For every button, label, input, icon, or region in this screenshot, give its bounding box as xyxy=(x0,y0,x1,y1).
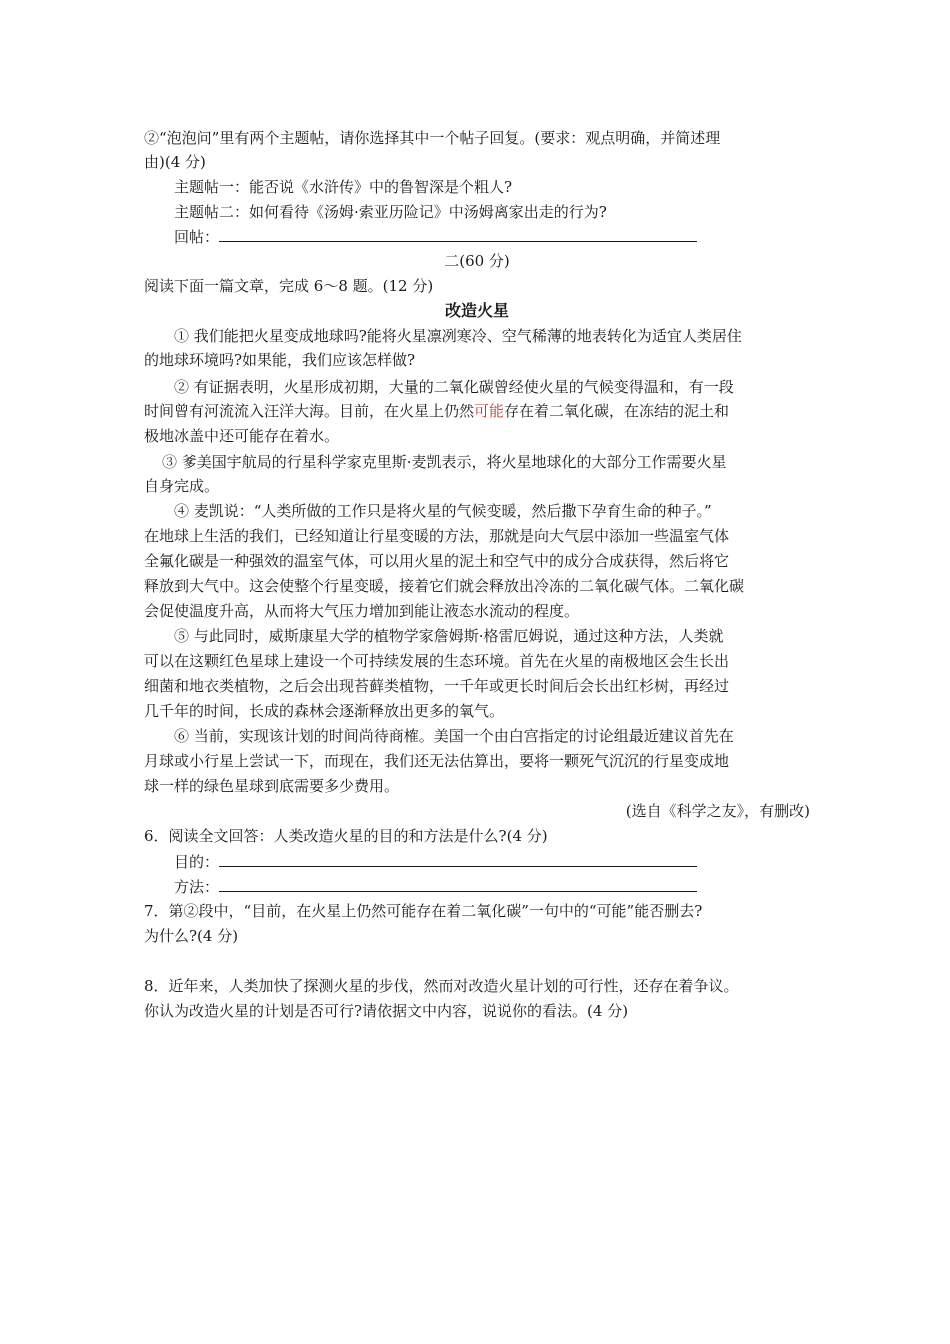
question-6: 6．阅读全文回答：人类改造火星的目的和方法是什么?(4 分) xyxy=(144,827,548,845)
topic-post-2: 主题帖二：如何看待《汤姆·索亚历险记》中汤姆离家出走的行为? xyxy=(174,203,607,221)
paragraph-2-text-a: 时间曾有河流流入汪洋大海。目前，在火星上仍然 xyxy=(144,402,475,420)
paragraph-5-line-4: 几千年的时间，长成的森林会逐渐释放出更多的氧气。 xyxy=(144,702,505,720)
paragraph-4-line-2: 在地球上生活的我们，已经知道让行星变暖的方法，那就是向大气层中添加一些温室气体 xyxy=(144,527,730,545)
question-8-line-1: 8．近年来，人类加快了探测火星的步伐，然而对改造火星计划的可行性，还存在着争议。 xyxy=(144,977,739,995)
paragraph-1-line-2: 的地球环境吗?如果能，我们应该怎样做? xyxy=(144,351,416,369)
q6-goal-label: 目的： xyxy=(174,853,220,871)
paragraph-6-line-1: ⑥ 当前，实现该计划的时间尚待商榷。美国一个由白宫指定的讨论组最近建议首先在 xyxy=(174,727,734,745)
paragraph-6-line-2: 月球或小行星上尝试一下，而现在，我们还无法估算出，要将一颗死气沉沉的行星变成地 xyxy=(144,752,730,770)
article-title: 改造火星 xyxy=(444,301,509,320)
highlighted-word: 可能 xyxy=(474,402,505,420)
paragraph-4-line-5: 会促使温度升高，从而将大气压力增加到能让液态水流动的程度。 xyxy=(144,602,580,620)
article-source: (选自《科学之友》，有删改) xyxy=(625,802,810,820)
q5-line-2: 由)(4 分) xyxy=(144,153,206,171)
paragraph-2-line-2 xyxy=(144,401,729,421)
question-7-line-1: 7．第②段中，“目前，在火星上仍然可能存在着二氧化碳”一句中的“可能”能否删去? xyxy=(144,902,703,920)
topic-post-1: 主题帖一：能否说《水浒传》中的鲁智深是个粗人? xyxy=(174,178,513,196)
paragraph-1-line-1: ① 我们能把火星变成地球吗?能将火星凛冽寒冷、空气稀薄的地表转化为适宜人类居住 xyxy=(174,327,742,345)
paragraph-3-line-2: 自身完成。 xyxy=(144,477,220,495)
paragraph-4-line-1: ④ 麦凯说：“人类所做的工作只是将火星的气候变暖，然后撒下孕育生命的种子。” xyxy=(174,502,712,520)
q6-method-label: 方法： xyxy=(174,878,220,896)
q6-goal-row xyxy=(174,851,697,872)
paragraph-5-line-2: 可以在这颗红色星球上建设一个可持续发展的生态环境。首先在火星的南极地区会生长出 xyxy=(144,652,730,670)
q6-method-row xyxy=(174,876,697,897)
paragraph-6-line-3: 球一样的绿色星球到底需要多少费用。 xyxy=(144,777,400,795)
paragraph-2-line-3: 极地冰盖中还可能存在着水。 xyxy=(144,427,340,445)
q6-goal-answer-line[interactable] xyxy=(219,851,697,867)
paragraph-5-line-3: 细菌和地衣类植物，之后会出现苔藓类植物，一千年或更长时间后会长出红杉树，再经过 xyxy=(144,677,730,695)
reply-answer-line[interactable] xyxy=(219,226,697,242)
paragraph-5-line-1: ⑤ 与此同时，威斯康星大学的植物学家詹姆斯·格雷厄姆说，通过这种方法，人类就 xyxy=(174,627,724,645)
section-intro: 阅读下面一篇文章，完成 6～8 题。(12 分) xyxy=(144,277,434,295)
paragraph-4-line-3: 全氟化碳是一种强效的温室气体，可以用火星的泥土和空气中的成分合成获得，然后将它 xyxy=(144,552,730,570)
paragraph-2-line-1: ② 有证据表明，火星形成初期，大量的二氧化碳曾经使火星的气候变得温和，有一段 xyxy=(174,378,734,396)
reply-label: 回帖： xyxy=(174,228,220,246)
paragraph-4-line-4: 释放到大气中。这会使整个行星变暖，接着它们就会释放出冷冻的二氧化碳气体。二氧化碳 xyxy=(144,577,745,595)
section-heading: 二(60 分) xyxy=(444,252,510,270)
paragraph-3-line-1: ③ 爹美国宇航局的行星科学家克里斯·麦凯表示，将火星地球化的大部分工作需要火星 xyxy=(162,453,727,471)
question-8-line-2: 你认为改造火星的计划是否可行?请依据文中内容，说说你的看法。(4 分) xyxy=(144,1002,629,1020)
paragraph-2-text-b: 存在着二氧化碳，在冻结的泥土和 xyxy=(504,402,730,420)
reply-row xyxy=(174,226,697,247)
q5-line-1: ②“泡泡问”里有两个主题帖，请你选择其中一个帖子回复。(要求：观点明确，并简述理 xyxy=(144,129,721,147)
q6-method-answer-line[interactable] xyxy=(219,876,697,892)
question-7-line-2: 为什么?(4 分) xyxy=(144,927,239,945)
